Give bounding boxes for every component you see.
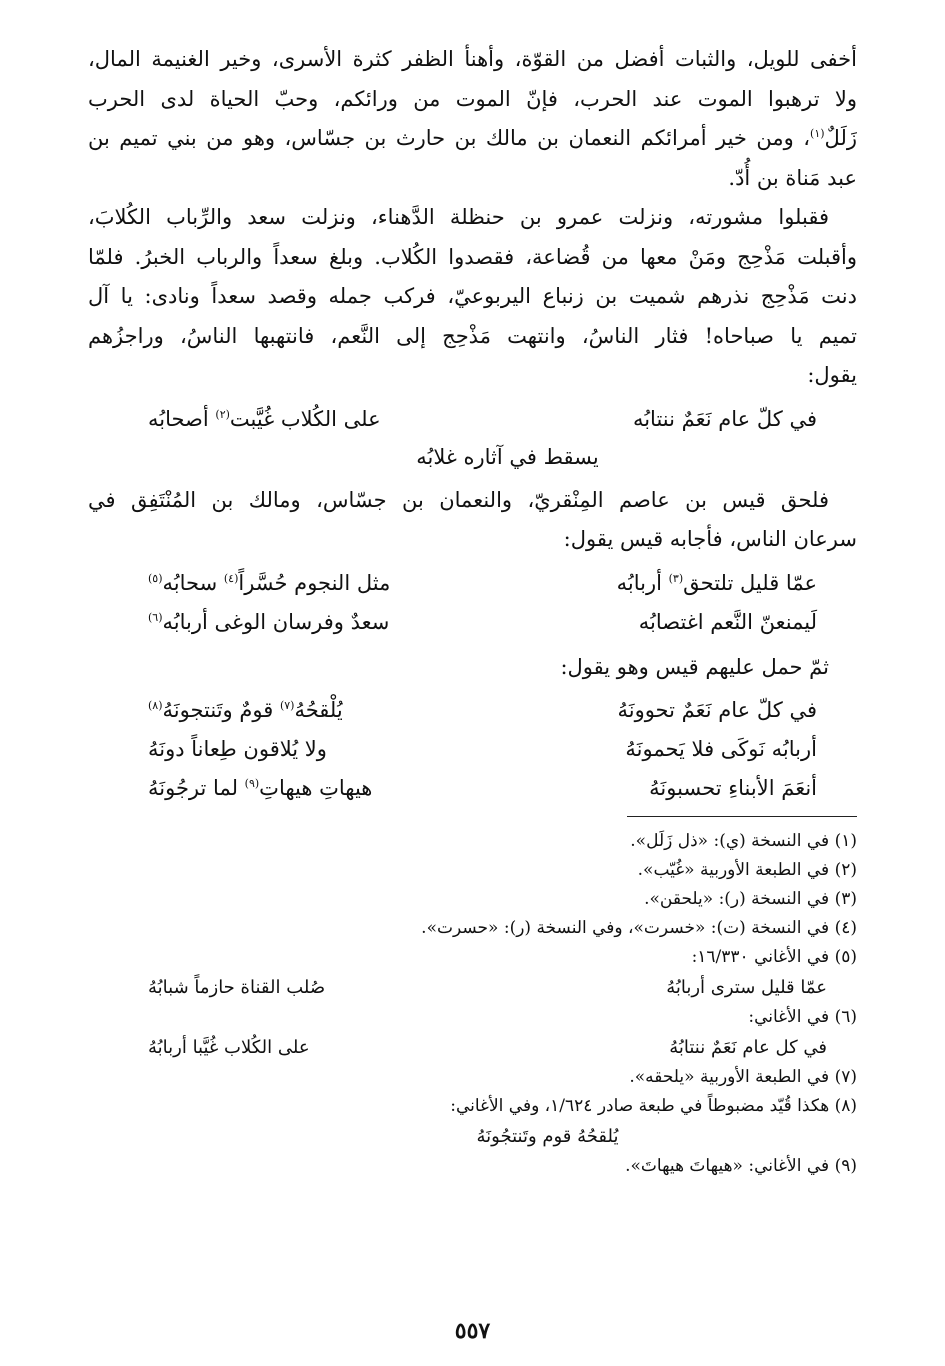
verse-text: على الكُلاب غُيَّبت — [229, 406, 381, 431]
footnote-8-verse: يُلقحُهُ قوم وتَنتجُونَهُ — [476, 1126, 619, 1147]
verse-line — [88, 691, 857, 730]
verse-hemistich: صُلب القناة حازماً شبابُهُ — [148, 977, 326, 998]
verse-hemistich: لَيمنعنّ النَّعم اغتصابُه — [638, 609, 817, 634]
verse-line — [88, 400, 857, 439]
footnote-6-verse — [88, 1032, 857, 1063]
verse-hemistich: أنعَمَ الأبناءِ تحسبونَهُ — [649, 776, 817, 800]
verse-hemistich — [148, 400, 469, 439]
footnote-ref: (٧) — [279, 699, 295, 712]
footnote-ref: (٤) — [223, 571, 239, 585]
footnote-ref: (٨) — [148, 699, 163, 712]
verse-line — [88, 769, 857, 808]
verse-block-1 — [88, 400, 857, 475]
text-line: فلحق قيس بن عاصم المِنْقريّ، والنعمان بن جسّاس، ومالك بن المُنْتَفِق في — [88, 487, 829, 512]
verse-text: لما ترجُونَهُ — [148, 776, 245, 800]
verse-hemistich — [148, 769, 469, 808]
footnote-ref: (٦) — [148, 610, 163, 624]
paragraph-3 — [88, 481, 857, 560]
verse-text: مثل النجوم حُسَّراً — [238, 570, 391, 595]
verse-block-2 — [88, 564, 857, 642]
text-line — [88, 119, 857, 159]
verse-block-3 — [88, 691, 857, 808]
verse-line — [88, 730, 857, 769]
verse-text: عمّا قليل تلتحق — [683, 570, 817, 595]
footnote-5-verse — [88, 972, 857, 1003]
verse-hemistich: في كلّ عام نَعَمٌ ننتابُه — [632, 406, 817, 431]
paragraph-4 — [88, 648, 857, 688]
verse-text: يُلْقحُهُ — [294, 698, 343, 722]
footnotes — [88, 827, 857, 1181]
verse-text: هيهاتِ هيهاتِ — [259, 776, 373, 800]
footnote-5: (٥) في الأغاني ١٦/٣٣٠: — [691, 947, 857, 967]
footnote-3: (٣) في النسخة (ر): «يلحقن». — [644, 889, 857, 909]
text-line: يقول: — [807, 363, 857, 387]
footnote-9: (٩) في الأغاني: «هيهاتَ هيهاتَ». — [625, 1156, 857, 1176]
verse-text: سحابُه — [162, 570, 224, 595]
verse-text: سعدٌ وفرسان الوغى أربابُه — [162, 609, 390, 634]
inline-text: ، ومن خير أمرائكم النعمان بن مالك بن حارث بن جسّاس، وهو من بني تميم بن — [88, 126, 811, 150]
verse-text: أربابُه — [616, 570, 669, 595]
footnote-ref: (١) — [810, 127, 825, 140]
inline-word: زَلَلٌ — [824, 126, 857, 150]
text-line: فقبلوا مشورته، ونزلت عمرو بن حنظلة الدَّهناء، ونزلت سعد والرِّباب الكُلابَ، — [88, 205, 829, 229]
text-line: عبد مَناة بن أُدّ. — [728, 165, 857, 190]
verse-text: قومٌ وتَنتجونَهُ — [162, 698, 280, 722]
verse-hemistich: ولا يُلاقون طِعاناً دونَهُ — [148, 737, 327, 761]
footnote-4: (٤) في النسخة (ت): «خسرت»، وفي النسخة (ر): «حسرت». — [421, 918, 857, 938]
verse-line — [88, 603, 857, 642]
verse-hemistich: أربابُه نَوكَى فلا يَحمونَهُ — [625, 737, 817, 761]
footnote-ref: (٢) — [215, 407, 230, 421]
footnote-6: (٦) في الأغاني: — [748, 1007, 857, 1027]
text-line: تميم يا صباحاه! فثار الناسُ، وانتهت مَذْحِج إلى النَّعم، فانتهبها الناسُ، وراجزُهم — [88, 323, 857, 348]
verse-hemistich — [496, 564, 817, 603]
footnote-divider — [627, 816, 857, 817]
verse-text: أصحابُه — [148, 406, 216, 431]
verse-line-single: يسقط في آثاره غلابُه — [416, 444, 599, 469]
verse-hemistich: في كلّ عام نَعَمٌ تحوونَهُ — [617, 698, 817, 722]
page-number: ٥٥٧ — [454, 1318, 491, 1344]
verse-hemistich — [148, 564, 469, 603]
text-line: دنت مَذْحِج نذرهم شميت بن زنباع اليربوعيّ، فركب جمله وقصد سعداً ونادى: يا آل — [88, 284, 857, 308]
paragraph-1 — [88, 40, 857, 198]
footnote-ref: (٩) — [244, 777, 260, 790]
text-line: ولا ترهبوا الموت عند الحرب، فإنّ الموت من ورائكم، وحبّ الحياة لدى الحرب — [88, 86, 857, 111]
footnote-ref: (٣) — [668, 571, 684, 585]
text-line: ثمّ حمل عليهم قيس وهو يقول: — [560, 654, 829, 679]
verse-hemistich — [148, 603, 469, 642]
paragraph-2 — [88, 198, 857, 396]
footnote-8: (٨) هكذا قُيّد مضبوطاً في طبعة صادر ١/٦٢٤، وفي الأغاني: — [450, 1096, 857, 1116]
verse-hemistich: عمّا قليل سترى أربابُهُ — [666, 977, 827, 998]
footnote-ref: (٥) — [148, 571, 163, 585]
verse-line — [88, 564, 857, 603]
text-line: سرعان الناس، فأجابه قيس يقول: — [563, 527, 857, 551]
text-line: وأقبلت مَذْحِج ومَنْ معها من قُضاعة، فقصدوا الكُلاب. وبلغ سعداً والرباب الخبرُ. فلمّا — [88, 244, 857, 269]
text-line: أخفى للويل، والثبات أفضل من القوّة، وأهنأ الظفر كثرة الأسرى، وخير الغنيمة المال، — [88, 47, 857, 71]
footnote-2: (٢) في الطبعة الأوربية «غُيّب». — [637, 860, 857, 880]
verse-hemistich — [148, 691, 469, 730]
footnote-1: (١) في النسخة (ي): «ذل زَلَل». — [630, 831, 857, 851]
footnote-7: (٧) في الطبعة الأوربية «يلحقه». — [629, 1067, 857, 1087]
book-page — [88, 40, 857, 1366]
verse-hemistich: على الكُلاب غُيَّبا أربابُهُ — [148, 1037, 310, 1058]
verse-hemistich: في كل عام نَعَمٌ ننتابُهُ — [669, 1037, 827, 1058]
